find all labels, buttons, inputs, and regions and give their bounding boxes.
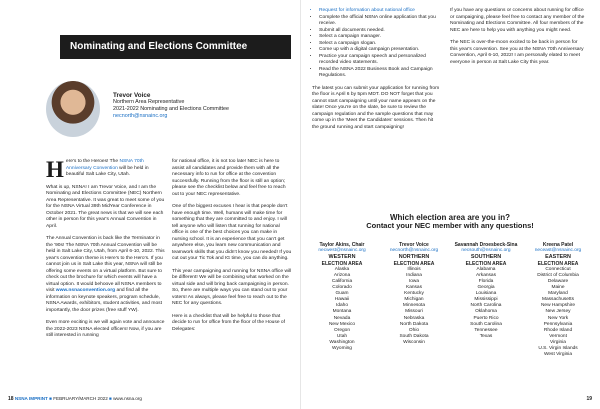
region-area-name: NORTHERN <box>398 254 430 261</box>
region-state: Arkansas <box>476 272 496 278</box>
region-state: Oklahoma <box>475 309 497 315</box>
region-state: Kansas <box>406 285 422 291</box>
region-column <box>378 242 450 392</box>
left-column-2 <box>172 159 292 339</box>
region-state: West Virginia <box>543 352 573 358</box>
checklist-item[interactable]: • Request for information about national office <box>319 8 440 15</box>
election-area-callout <box>306 214 594 228</box>
region-state: Missouri <box>405 309 423 315</box>
election-regions <box>306 242 594 392</box>
region-state: Maryland <box>548 291 568 297</box>
checklist-item: • Submit all documents needed. <box>319 28 440 35</box>
region-state: Tennessee <box>474 327 498 333</box>
region-state: Colorado <box>332 285 352 291</box>
region-state: Arizona <box>333 272 351 278</box>
checklist-item: • Practice your campaign speech and personalized recorded video statements. <box>319 54 440 67</box>
region-state: South Dakota <box>399 333 429 339</box>
region-state: Guam <box>335 291 349 297</box>
checklist-item: • Select a campaign slogan. <box>319 41 440 48</box>
left-column-1 <box>46 159 166 346</box>
region-state: Maine <box>551 285 565 291</box>
region-rep-email[interactable]: necnorth@nsnainc.org <box>389 248 439 254</box>
region-state: California <box>331 278 353 284</box>
checklist-item: • Read the NSNA 2022 Business Book and Campaign Regulations. <box>319 67 440 80</box>
region-column <box>522 242 594 392</box>
paragraph: One of the biggest excuses I hear is that people don't have enough time. Well, humans will make time for something that they are committed to and enjoy. I will tell anyone who will listen that running for national office is one of the best choices you can make in nursing school. It is an experience that you can't get anywhere else, you learn new communication and teamwork skills that you didn't know you needed! If you cut out your Tic Tok and IG time, you can do anything. <box>172 204 292 261</box>
region-state: New Mexico <box>328 321 356 327</box>
region-state: Georgia <box>477 285 495 291</box>
region-state: Alaska <box>334 266 350 272</box>
paragraph: Here is a checklist that will be helpful to those that decide to run for office from the floor of the House of Delegates: <box>172 313 286 332</box>
region-area-subtitle: ELECTION AREA <box>465 260 507 267</box>
author-bio <box>113 92 293 120</box>
section-banner <box>60 35 291 59</box>
region-state: Texas <box>479 333 493 339</box>
region-state: New Hampshire <box>540 303 576 309</box>
region-rep-email[interactable]: necwest@nsnainc.org <box>318 248 366 254</box>
region-rep-email[interactable]: necsouth@nsnainc.org <box>461 248 511 254</box>
banner-title: Nominating and Elections Committee <box>70 41 248 52</box>
right-column-1 <box>312 8 440 137</box>
intro-paragraph: Here's to the Heroes! The NSNA 70th Anniversary Convention will be held in beautiful Salt Lake City, Utah. <box>46 157 149 182</box>
region-state: U.S. Virgin Islands <box>538 346 578 351</box>
page-number: 19 <box>586 396 592 402</box>
region-state: Florida <box>478 278 494 284</box>
convention-website-link[interactable]: www.nsnaconvention.org <box>55 288 116 293</box>
region-state: Vermont <box>549 333 567 339</box>
paragraph: The Annual Convention is back like the Terminator in the '90s! The NSNA 70th Annual Convention will be held in Salt Lake City, Utah, from April 6-10, 2022. This year's convention theme is Here's to the Hero's. If you cannot join us in Salt Lake this year, NSNA will still be offering some events on a virtual platform. But sure to check out the brochure for which events will have a virtual option. It would behoove all NSNA members to visit www.nsnaconvention.org and find all the information on keynote speakers, program schedule, NSNA Awards, exhibitors, student activities, and most importantly, the door prizes (free stuff YW). <box>46 236 165 313</box>
paragraph: What is up, NSNA! I am Trevor Voice, and I am the Nominating and Elections Committee (NEC) Northern Area Representative. It was great to meet some of you for the NSNA Virtual 39th MidYear Conference in October 2021. The great news is that we will see each other in person for this year's Annual Convention in April. <box>46 184 165 229</box>
paragraph: for national office, it is not too late! NEC is here to assist all candidates and provide them with all the necessary info to run for office at the convention successfully. Running from the floor is still an option; please see the checklist below and feel free to reach out to your NEC representative. <box>172 159 286 197</box>
region-area-subtitle: ELECTION AREA <box>393 260 435 267</box>
checklist-item: • Complete the official NSNA online application that you receive. <box>319 15 440 28</box>
region-state: New Jersey <box>545 309 571 315</box>
paragraph: The NEC is over-the-moon excited to be back in person for this year's convention. See you at the NSNA 70th Anniversary Convention, April 6-10, 2022! I am personally elated to meet everyone in person at Salt Lake City this year. <box>450 40 584 65</box>
region-state: Idaho <box>335 303 348 309</box>
checklist-item: • Select a campaign manager. <box>319 34 440 41</box>
region-state: Delaware <box>547 278 569 284</box>
region-state: Iowa <box>408 278 420 284</box>
region-state: Pennsylvania <box>543 321 573 327</box>
author-name: Trevor Voice <box>113 92 151 99</box>
right-column-2 <box>450 8 586 72</box>
region-state: Massachusetts <box>542 297 574 303</box>
region-state: Oregon <box>334 327 350 333</box>
region-state: South Carolina <box>470 321 502 327</box>
region-state: Ohio <box>408 327 420 333</box>
region-state: Illinois <box>407 266 421 272</box>
author-photo <box>46 81 100 137</box>
region-rep-name: Taylor Akins, Chair <box>319 242 365 248</box>
convention-link[interactable]: NSNA 70th Anniversary Convention <box>65 159 144 171</box>
region-state: Wisconsin <box>403 339 425 345</box>
region-state: District of Columbia <box>537 272 579 278</box>
region-state: Puerto Rico <box>473 315 499 321</box>
region-state: Rhode Island <box>543 327 573 333</box>
paragraph: This year campaigning and running for NSNA office will be different! We will be combining what worked on the virtual side and will bring back campaigning in person. So, there are multiple ways you can stand out to your voters! As always, please feel free to reach out to the NEC for any questions. <box>172 268 292 306</box>
callout-line-2: Contact your NEC member with any questions! <box>366 221 534 230</box>
region-rep-name: Savannah Droesbeck-Sina <box>454 242 518 248</box>
region-rep-email[interactable]: neceast@nsnainc.org <box>534 248 582 254</box>
region-state: Minnesota <box>402 303 426 309</box>
region-column <box>306 242 378 392</box>
paragraph: Even more exciting is we will again vote and announce the 2022-2023 NSNA elected officers! Now, if you are still interested in running <box>46 320 165 338</box>
region-state: Mississippi <box>474 297 498 303</box>
paragraph: If you have any questions or concerns about running for office or campaigning, please feel free to contact any member of the Nominating and Elections Committee. All four members of the NEC are here to help you with anything you might need. <box>450 8 585 33</box>
region-state: North Dakota <box>399 321 429 327</box>
region-area-name: EASTERN <box>545 254 571 261</box>
region-state: Connecticut <box>545 266 571 272</box>
right-footer <box>586 394 592 403</box>
author-email-link[interactable]: necnorth@nsnainc.org <box>113 113 168 119</box>
region-state: Nebraska <box>403 315 425 321</box>
region-state: Hawaii <box>334 297 350 303</box>
region-state: Montana <box>332 309 352 315</box>
region-column <box>450 242 522 392</box>
footer-brand: NSNA IMPRINT <box>14 396 48 401</box>
region-area-name: WESTERN <box>328 254 356 261</box>
region-state: New York <box>547 315 569 321</box>
region-state: Virginia <box>550 339 566 345</box>
region-area-subtitle: ELECTION AREA <box>321 260 363 267</box>
author-committee: 2021-2022 Nominating and Elections Committee <box>113 106 229 112</box>
region-state: Kentucky <box>404 291 424 297</box>
checklist <box>312 8 440 80</box>
dropcap: H <box>46 157 64 182</box>
footer-issue: FEBRUARY/MARCH 2022 <box>53 396 108 401</box>
region-state: Nevada <box>333 315 351 321</box>
left-footer: 18 NSNA IMPRINT ■ FEBRUARY/MARCH 2022 ■ www.nsna.org <box>8 396 142 402</box>
region-state: Utah <box>336 333 348 339</box>
author-role: Northern Area Representative <box>113 99 185 105</box>
region-area-name: SOUTHERN <box>470 254 502 261</box>
region-state: Michigan <box>404 297 424 303</box>
region-state: Wyoming <box>332 346 352 351</box>
region-area-subtitle: ELECTION AREA <box>537 260 579 267</box>
region-state: Alabama <box>476 266 496 272</box>
region-state: North Carolina <box>470 303 502 309</box>
region-state: Louisiana <box>475 291 497 297</box>
paragraph: The latest you can submit your application for running from the floor is April 6 by 5pm MDT. DO NOT forget that you cannot start campaigning until your name appears on the slate! Once you're on the slate, be sure to review the campaign regulation and the sample questions that may come up in the 'Meet the Candidates' sessions. Then hit the ground running and start campaigning! <box>312 85 440 130</box>
footer-website[interactable]: www.nsna.org <box>113 396 142 401</box>
region-rep-name: Kreena Patel <box>542 242 574 248</box>
page-number: 18 <box>8 396 14 402</box>
region-rep-name: Trevor Voice <box>399 242 429 248</box>
checklist-item: • Come up with a digital campaign presentation. <box>319 47 440 54</box>
region-state: Indiana <box>406 272 422 278</box>
callout-line-1: Which election area are you in? <box>389 213 511 222</box>
region-state: Washington <box>329 339 355 345</box>
